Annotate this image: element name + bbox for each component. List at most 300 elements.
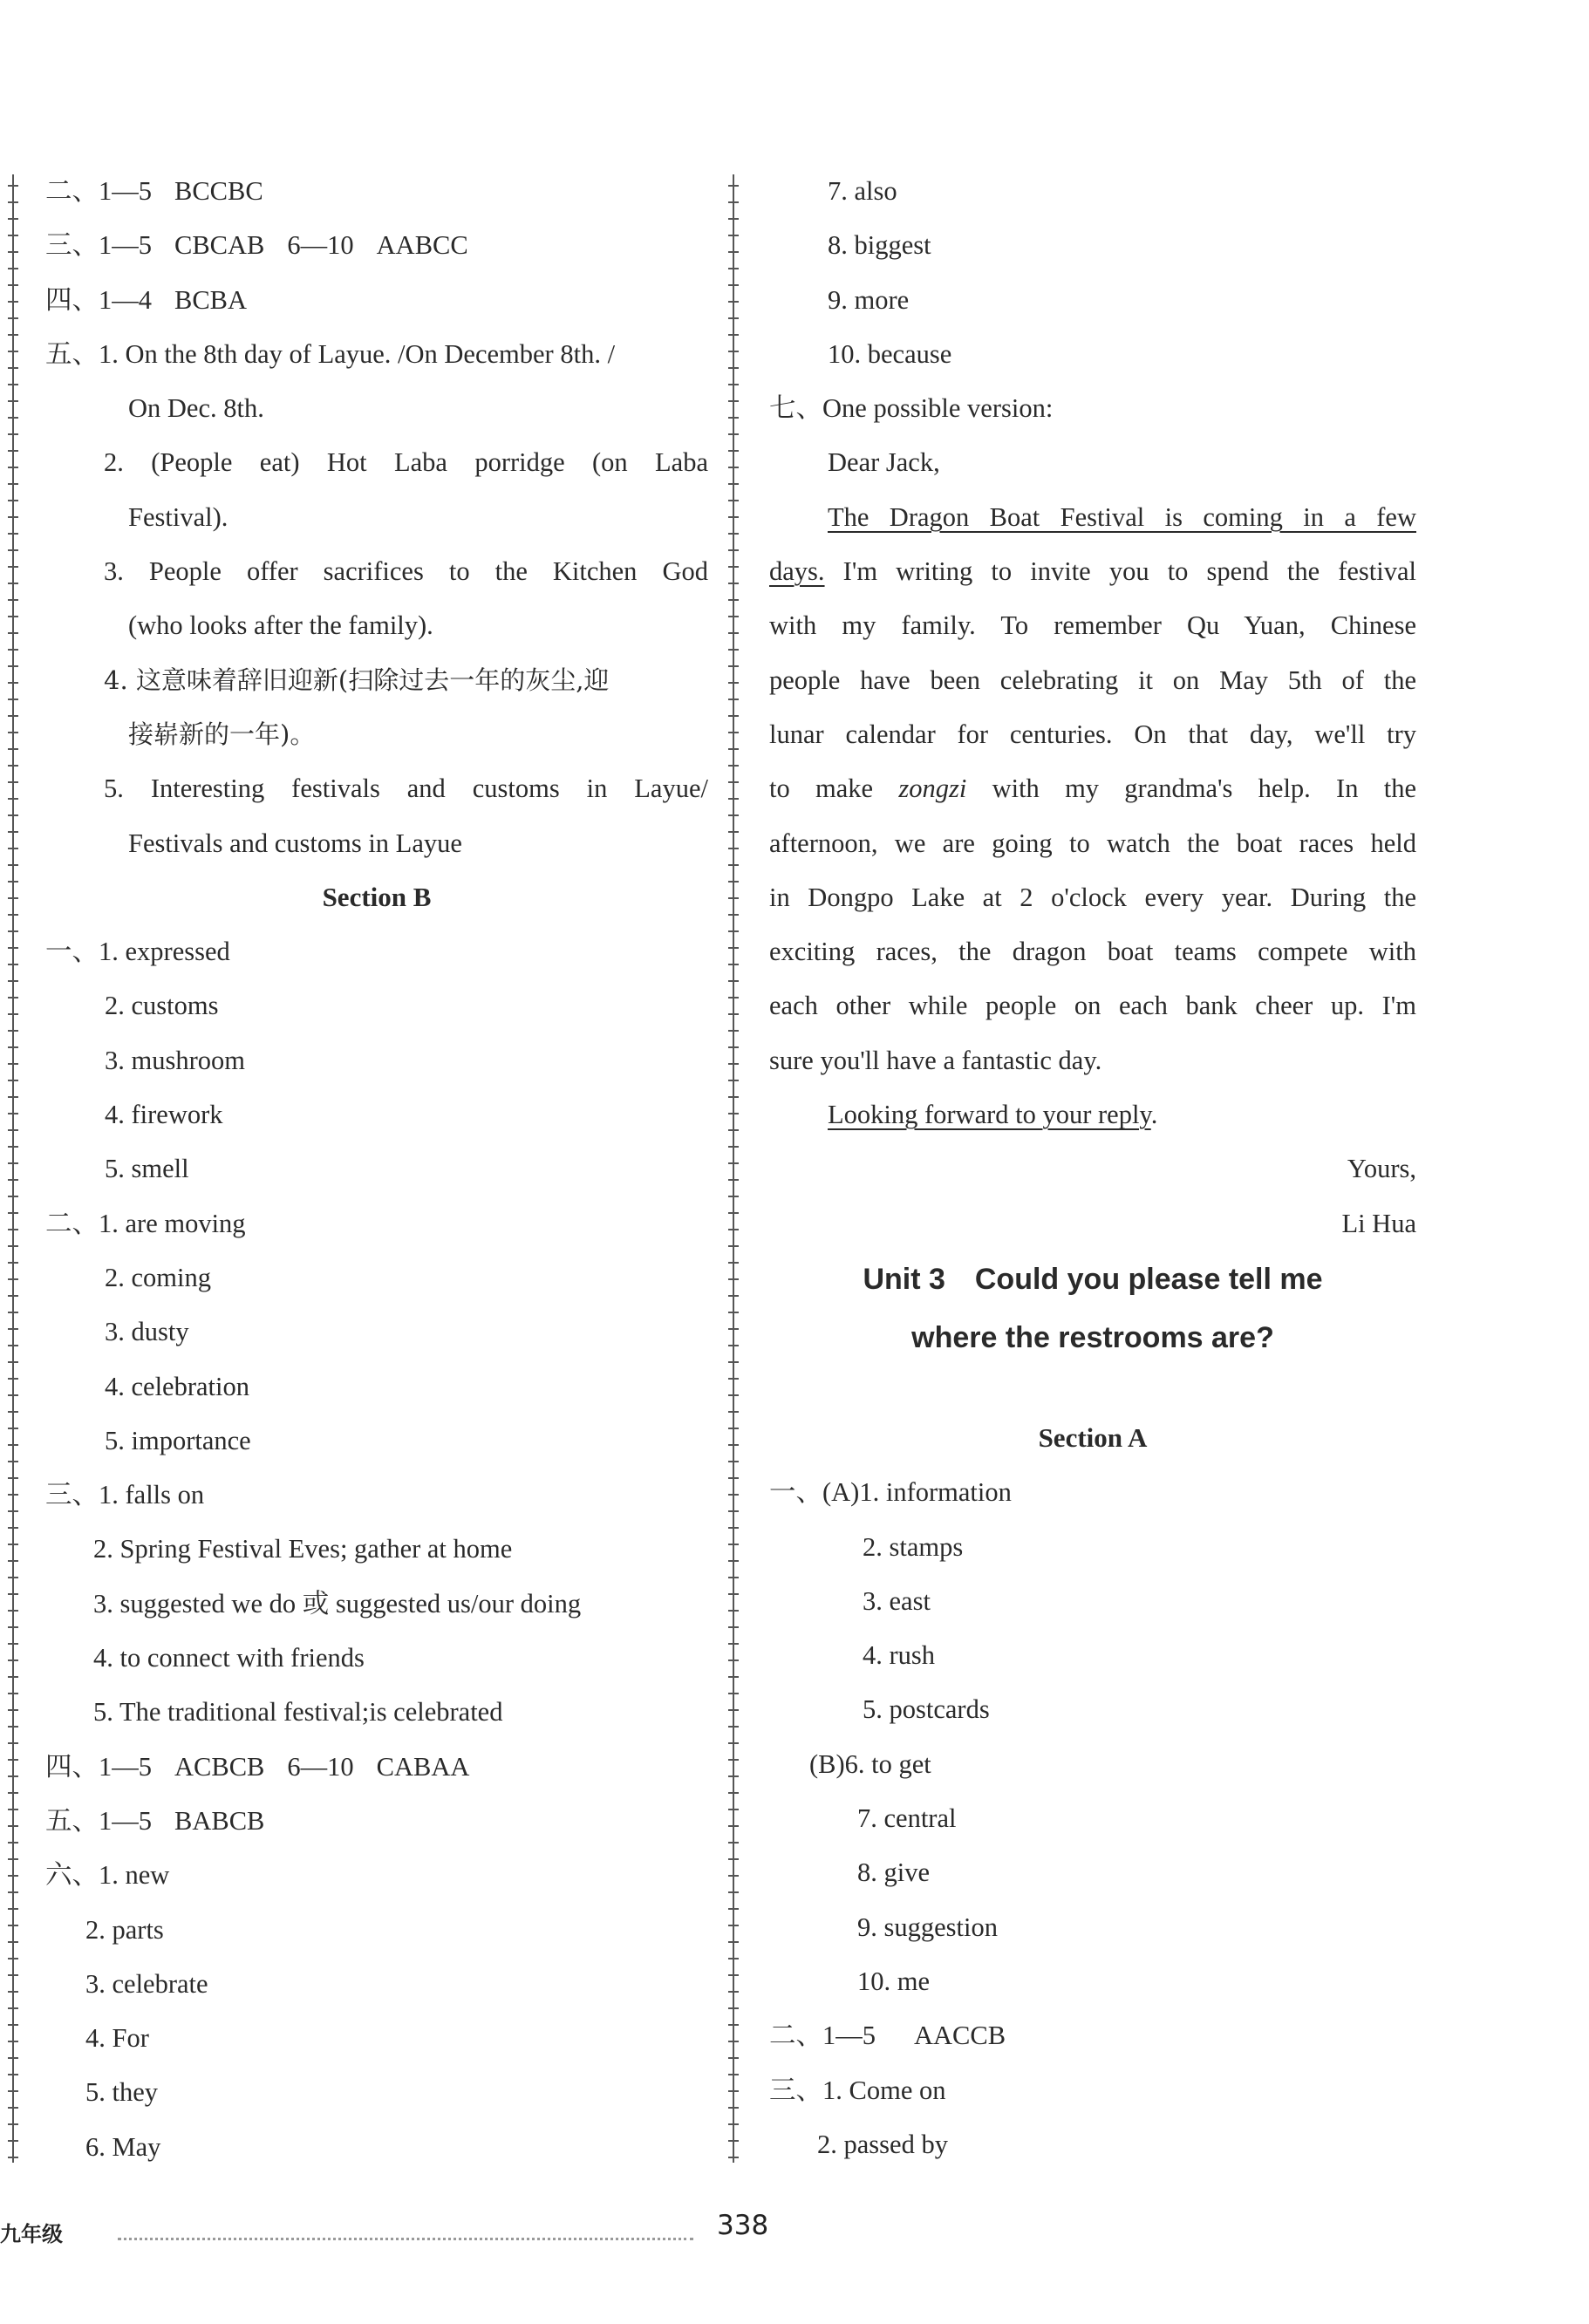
answer-line — [769, 1520, 1416, 1574]
guide-tick — [8, 2090, 18, 2092]
guide-tick — [8, 964, 18, 965]
answer-line — [45, 544, 708, 598]
guide-tick — [728, 317, 739, 319]
guide-tick — [728, 2024, 739, 2026]
section-mark: 二、 — [769, 2021, 822, 2051]
answer-line — [45, 1414, 708, 1468]
guide-tick — [8, 1080, 18, 1081]
guide-tick — [728, 1196, 739, 1197]
guide-tick — [8, 831, 18, 833]
essay-text: days. — [769, 556, 825, 587]
guide-tick — [728, 500, 739, 501]
guide-tick — [8, 1229, 18, 1230]
answer-line — [45, 1631, 708, 1685]
answer-text: 接崭新的一年)。 — [128, 719, 316, 749]
answer-text: 5. Interesting festivals and customs in Layue/ — [104, 774, 708, 804]
guide-tick — [728, 1212, 739, 1214]
answer-letters: AABCC — [376, 230, 468, 261]
essay-line: lunar calendar for centuries. On that day, we'll try — [769, 719, 1416, 749]
guide-tick — [728, 1378, 739, 1380]
guide-tick — [8, 864, 18, 866]
guide-tick — [8, 268, 18, 269]
answer-range: 1—4 — [99, 284, 152, 315]
guide-tick — [728, 1759, 739, 1761]
answer-line — [769, 327, 1416, 381]
guide-tick — [728, 1361, 739, 1363]
guide-tick — [728, 1693, 739, 1694]
guide-tick — [728, 1096, 739, 1098]
guide-tick — [728, 235, 739, 236]
guide-tick — [8, 1328, 18, 1330]
answer-text: 3. mushroom — [105, 1045, 245, 1075]
guide-tick — [8, 1411, 18, 1413]
answer-line — [45, 1196, 708, 1251]
answer-line — [769, 1737, 1416, 1791]
answer-line — [45, 2120, 708, 2174]
guide-tick — [728, 1162, 739, 1164]
essay-line: exciting races, the dragon boat teams compete with — [769, 937, 1416, 967]
guide-tick — [728, 1775, 739, 1777]
guide-tick — [728, 814, 739, 816]
answer-letters: BCCBC — [174, 176, 263, 206]
guide-tick — [728, 284, 739, 286]
guide-tick — [8, 533, 18, 535]
guide-tick — [8, 649, 18, 651]
answer-range: 1—5 — [99, 230, 152, 261]
guide-tick — [8, 814, 18, 816]
answer-line — [45, 816, 708, 870]
answer-line — [769, 1845, 1416, 1899]
guide-tick — [8, 699, 18, 700]
guide-tick — [728, 1726, 739, 1728]
answer-text: Festivals and customs in Layue — [128, 828, 462, 858]
guide-tick — [8, 1742, 18, 1744]
guide-tick — [8, 1179, 18, 1181]
guide-tick — [728, 351, 739, 352]
guide-tick — [8, 1991, 18, 1993]
essay-closing-text: Looking forward to your reply — [828, 1100, 1151, 1130]
guide-tick — [728, 301, 739, 303]
answer-text: 1. falls on — [99, 1480, 205, 1510]
answer-text: 2. coming — [105, 1262, 211, 1292]
answer-letters: BABCB — [174, 1805, 265, 1836]
guide-tick — [728, 914, 739, 916]
guide-tick — [728, 848, 739, 849]
guide-tick — [728, 1842, 739, 1844]
unit-title-line1: Unit 3 Could you please tell me — [863, 1262, 1323, 1296]
guide-tick — [8, 317, 18, 319]
guide-tick — [8, 1560, 18, 1562]
answer-letters: CABAA — [376, 1751, 470, 1782]
essay-closing-period: . — [1150, 1100, 1158, 1130]
answer-range: 6—10 — [287, 1751, 354, 1782]
guide-tick — [728, 2074, 739, 2075]
guide-tick — [8, 881, 18, 883]
guide-tick — [728, 549, 739, 551]
guide-tick — [8, 334, 18, 336]
guide-tick — [8, 583, 18, 584]
guide-tick — [728, 1328, 739, 1330]
guide-tick — [728, 665, 739, 667]
guide-tick — [8, 351, 18, 352]
answer-line — [769, 273, 1416, 327]
answer-range: 6—10 — [287, 230, 354, 261]
answer-letters: AACCB — [914, 2021, 1006, 2051]
essay-line: in Dongpo Lake at 2 o'clock every year. During the — [769, 882, 1416, 912]
answer-letters: BCBA — [174, 284, 248, 315]
guide-tick — [728, 516, 739, 518]
section-heading: Section A — [1038, 1421, 1148, 1453]
guide-tick — [728, 367, 739, 369]
guide-tick — [728, 964, 739, 965]
guide-tick — [728, 1560, 739, 1562]
guide-tick — [8, 2107, 18, 2109]
answer-line — [45, 924, 708, 978]
answer-text: 1. On the 8th day of Layue. /On December 8th. / — [99, 338, 616, 369]
guide-tick — [728, 1494, 739, 1496]
guide-tick — [728, 1958, 739, 1959]
guide-tick — [728, 864, 739, 866]
guide-tick — [728, 1278, 739, 1280]
guide-tick — [8, 2157, 18, 2158]
answer-line — [45, 327, 708, 381]
answer-letters: CBCAB — [174, 230, 265, 261]
guide-tick — [8, 566, 18, 568]
guide-tick — [728, 1461, 739, 1462]
guide-tick — [8, 235, 18, 236]
guide-tick — [8, 1245, 18, 1247]
unit-title-line2: where the restrooms are? — [911, 1320, 1274, 1354]
guide-tick — [728, 483, 739, 485]
guide-tick — [8, 400, 18, 402]
answer-text: 2. parts — [85, 1914, 164, 1945]
guide-tick — [728, 1030, 739, 1032]
answer-text: 7. central — [857, 1803, 957, 1834]
essay-intro-text: One possible version: — [822, 393, 1054, 424]
section-mark: 三、 — [45, 230, 99, 261]
essay-text: I'm writing to invite you to spend the festival — [824, 556, 1416, 587]
guide-tick — [728, 1709, 739, 1711]
essay-line: sure you'll have a fantastic day. — [769, 1045, 1102, 1075]
guide-tick — [728, 417, 739, 419]
guide-tick — [728, 1742, 739, 1744]
guide-tick — [728, 1991, 739, 1993]
guide-tick — [728, 1825, 739, 1827]
guide-tick — [728, 1229, 739, 1230]
answer-line — [45, 1305, 708, 1359]
answer-text: 4. rush — [863, 1640, 936, 1671]
section-mark: 三、 — [45, 1480, 99, 1510]
guide-tick — [728, 1809, 739, 1810]
guide-tick — [728, 384, 739, 385]
guide-tick — [728, 1626, 739, 1628]
answer-text: 5. importance — [105, 1425, 251, 1455]
guide-tick — [728, 997, 739, 998]
guide-tick — [728, 980, 739, 982]
guide-tick — [8, 616, 18, 617]
guide-tick — [728, 268, 739, 269]
guide-tick — [728, 1676, 739, 1678]
answer-range: 1—5 — [822, 2021, 876, 2051]
answer-text: 8. biggest — [828, 230, 931, 261]
guide-tick — [8, 1113, 18, 1114]
guide-tick — [8, 1046, 18, 1048]
answer-line — [45, 1577, 708, 1631]
guide-tick — [8, 1726, 18, 1728]
essay-sign-off: Yours, — [1347, 1154, 1416, 1184]
guide-tick — [8, 1444, 18, 1446]
essay-closing — [769, 1087, 1416, 1142]
answer-range: 1—5 — [99, 1751, 152, 1782]
answer-line — [45, 1468, 708, 1522]
guide-tick — [8, 1544, 18, 1545]
answer-text: 1. expressed — [99, 937, 230, 967]
answer-line — [45, 1740, 708, 1794]
essay-salutation: Dear Jack, — [828, 447, 940, 478]
answer-text: 3. dusty — [105, 1317, 189, 1347]
answer-text: 5. postcards — [863, 1694, 990, 1725]
answer-text: 4. For — [85, 2023, 149, 2054]
answer-line — [45, 653, 708, 707]
guide-tick — [8, 1908, 18, 1910]
answer-text: (B)6. to get — [809, 1748, 931, 1779]
guide-tick — [728, 2107, 739, 2109]
answer-line — [45, 435, 708, 489]
answer-line — [45, 1522, 708, 1576]
answer-text: 5. smell — [105, 1154, 189, 1184]
guide-tick — [728, 1394, 739, 1396]
guide-tick — [8, 1477, 18, 1479]
answer-text: 3. People offer sacrifices to the Kitchen God — [104, 556, 708, 587]
answer-text: 10. because — [828, 338, 952, 369]
answer-line — [45, 1087, 708, 1142]
page-footer — [0, 2210, 1589, 2267]
guide-tick — [8, 1013, 18, 1015]
answer-text: (who looks after the family). — [128, 610, 433, 641]
guide-tick — [8, 2041, 18, 2042]
answer-line — [769, 1465, 1416, 1519]
guide-tick — [8, 1643, 18, 1645]
answer-line — [45, 218, 708, 272]
guide-tick — [728, 1411, 739, 1413]
guide-tick — [728, 1262, 739, 1264]
answer-text: 2. Spring Festival Eves; gather at home — [93, 1534, 513, 1564]
guide-tick — [8, 1958, 18, 1959]
guide-tick — [728, 533, 739, 535]
answer-text: 5. The traditional festival;is celebrated — [93, 1697, 503, 1728]
answer-line — [769, 1574, 1416, 1628]
answer-line — [769, 2063, 1416, 2117]
guide-tick — [728, 2090, 739, 2092]
answer-line — [45, 164, 708, 218]
guide-tick — [728, 1080, 739, 1081]
guide-tick — [728, 781, 739, 783]
guide-tick — [728, 218, 739, 220]
guide-tick — [728, 765, 739, 767]
essay-line: with my family. To remember Qu Yuan, Chinese — [769, 610, 1416, 641]
guide-tick — [728, 1660, 739, 1661]
guide-tick — [728, 616, 739, 617]
guide-tick — [8, 1030, 18, 1032]
guide-tick — [8, 980, 18, 982]
guide-tick — [8, 284, 18, 286]
guide-tick — [8, 781, 18, 783]
answer-line — [769, 1791, 1416, 1845]
guide-tick — [8, 765, 18, 767]
section-mark: 一、 — [769, 1477, 822, 1508]
guide-tick — [8, 549, 18, 551]
guide-tick — [728, 1925, 739, 1926]
guide-tick — [8, 1693, 18, 1694]
guide-tick — [8, 1858, 18, 1860]
guide-tick — [728, 1295, 739, 1297]
guide-tick — [8, 1312, 18, 1313]
section-mark: 六、 — [45, 1860, 99, 1891]
guide-tick — [8, 467, 18, 468]
answer-text: 6. May — [85, 2131, 161, 2162]
guide-tick — [728, 1013, 739, 1015]
guide-tick — [728, 334, 739, 336]
guide-tick — [8, 1361, 18, 1363]
guide-tick — [8, 1196, 18, 1197]
guide-tick — [728, 798, 739, 800]
guide-tick — [728, 1444, 739, 1446]
answer-line — [769, 2117, 1416, 2171]
guide-tick — [8, 251, 18, 253]
answer-line — [45, 1848, 708, 1902]
guide-tick — [8, 632, 18, 634]
answer-text: 2. passed by — [817, 2129, 948, 2159]
section-mark: 二、 — [45, 1208, 99, 1238]
guide-tick — [728, 1577, 739, 1578]
guide-tick — [8, 1775, 18, 1777]
answer-line — [45, 1251, 708, 1305]
essay-text: The Dragon Boat Festival is coming in a few — [828, 501, 1416, 532]
guide-tick — [728, 1643, 739, 1645]
guide-tick — [8, 848, 18, 849]
guide-tick — [8, 1461, 18, 1462]
answer-text: 5. they — [85, 2077, 159, 2108]
answer-line — [45, 273, 708, 327]
guide-tick — [8, 997, 18, 998]
essay-italic-word: zongzi — [898, 774, 967, 804]
guide-tick — [728, 201, 739, 203]
essay-line — [769, 544, 1416, 598]
guide-tick — [8, 450, 18, 452]
guide-tick — [8, 1129, 18, 1131]
essay-text: to make — [769, 774, 899, 804]
guide-tick — [8, 682, 18, 684]
guide-tick — [8, 1974, 18, 1976]
guide-tick — [8, 1759, 18, 1761]
guide-tick — [728, 1113, 739, 1114]
answer-text: 4. to connect with friends — [93, 1643, 365, 1673]
section-mark: 五、 — [45, 338, 99, 369]
section-heading: Section B — [322, 881, 432, 912]
answer-text: 2. stamps — [863, 1531, 964, 1562]
guide-tick — [728, 2157, 739, 2158]
guide-tick — [8, 1527, 18, 1529]
guide-tick — [8, 2123, 18, 2125]
section-mark: 四、 — [45, 1751, 99, 1782]
answer-text: 7. also — [828, 176, 897, 206]
guide-tick — [728, 185, 739, 187]
guide-tick — [8, 1162, 18, 1164]
guide-tick — [728, 1063, 739, 1065]
guide-tick — [728, 1593, 739, 1595]
guide-tick — [8, 1842, 18, 1844]
guide-tick — [728, 947, 739, 949]
guide-tick — [8, 1378, 18, 1380]
answer-text: 1. new — [99, 1860, 170, 1891]
guide-tick — [728, 2140, 739, 2142]
answer-line — [45, 1033, 708, 1087]
answer-line — [45, 598, 708, 652]
guide-tick — [8, 1626, 18, 1628]
guide-tick — [728, 1858, 739, 1860]
guide-tick — [8, 1428, 18, 1429]
section-mark: 二、 — [45, 176, 99, 206]
section-mark: 一、 — [45, 937, 99, 967]
guide-tick — [8, 1295, 18, 1297]
answer-line — [769, 1900, 1416, 1954]
guide-tick — [728, 2041, 739, 2042]
answer-line — [769, 2008, 1416, 2062]
essay-line: each other while people on each bank cheer up. I'm — [769, 991, 1416, 1021]
guide-tick — [8, 897, 18, 899]
guide-tick — [728, 1610, 739, 1612]
guide-tick — [728, 433, 739, 435]
guide-tick — [728, 2057, 739, 2059]
guide-tick — [8, 715, 18, 717]
guide-tick — [8, 1345, 18, 1346]
answer-text: 10. me — [857, 1966, 931, 1996]
guide-tick — [728, 467, 739, 468]
essay-line: people have been celebrating it on May 5th of the — [769, 664, 1416, 695]
guide-tick — [8, 483, 18, 485]
guide-tick — [8, 1925, 18, 1926]
guide-tick — [8, 1063, 18, 1065]
answer-line — [45, 761, 708, 815]
answer-text: 4. celebration — [105, 1371, 249, 1401]
guide-tick — [8, 367, 18, 369]
guide-tick — [728, 251, 739, 253]
guide-tick — [8, 665, 18, 667]
guide-tick — [8, 947, 18, 949]
guide-tick — [728, 400, 739, 402]
guide-tick — [728, 1146, 739, 1148]
guide-tick — [728, 1891, 739, 1893]
guide-tick — [8, 1096, 18, 1098]
guide-tick — [728, 1908, 739, 1910]
guide-tick — [728, 930, 739, 932]
answer-line — [45, 978, 708, 1033]
guide-tick — [8, 798, 18, 800]
guide-tick — [8, 1891, 18, 1893]
right-column — [769, 164, 1416, 2171]
guide-tick — [728, 748, 739, 750]
guide-tick — [8, 1494, 18, 1496]
guide-tick — [728, 566, 739, 568]
guide-tick — [728, 632, 739, 634]
guide-tick — [728, 682, 739, 684]
guide-tick — [8, 1792, 18, 1794]
guide-tick — [728, 599, 739, 601]
guide-tick — [728, 1527, 739, 1529]
guide-tick — [8, 185, 18, 187]
guide-tick — [728, 2007, 739, 2009]
answer-line — [45, 1903, 708, 1957]
